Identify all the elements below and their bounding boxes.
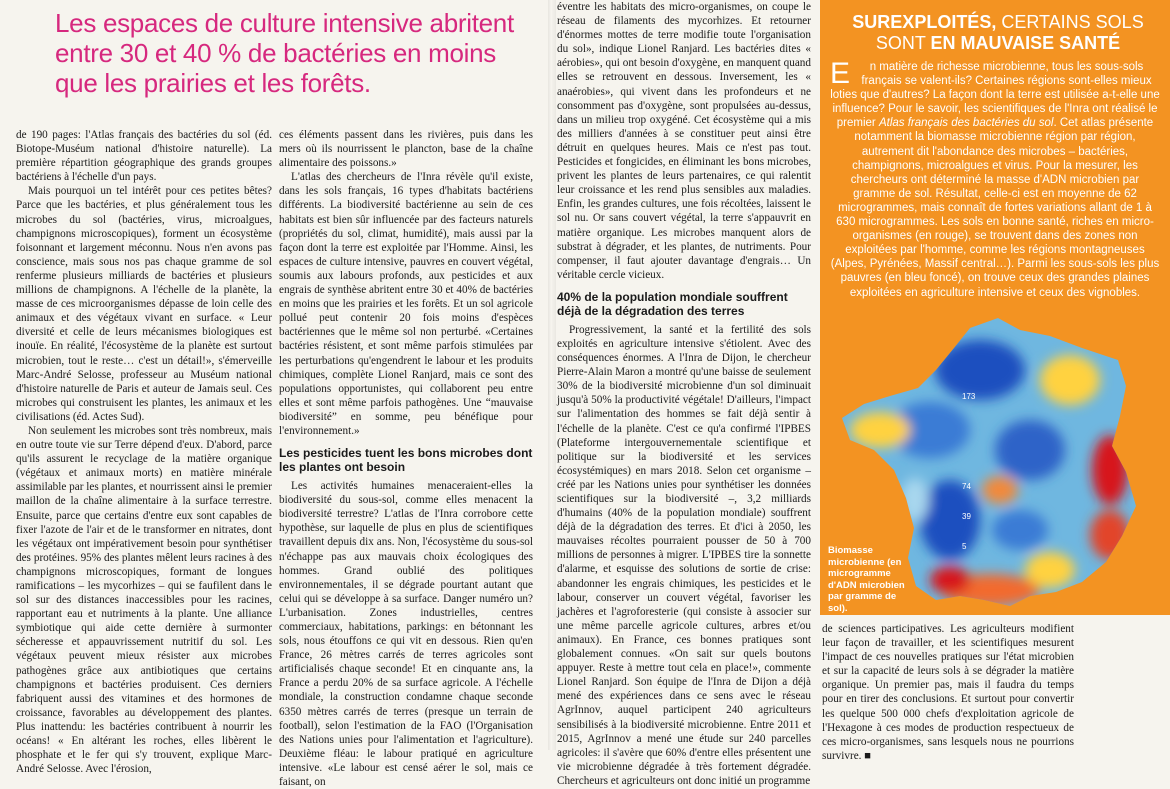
paragraph: L'atlas des chercheurs de l'Inra révèle qu'il existe, dans les sols français, 16 types d'habitats bactériens différents. La biodiversité bactérienne au sein de ces habitats est bien sûr influencée par des facteurs naturels (propriétés du sol, climat, humidité), mais aussi par la façon dont la terre est exploitée par l'Homme. Ainsi, les espaces de culture intensive, pauvres en couvert végétal, soumis aux labours profonds, aux pesticides et aux engrais de synthèse abritent entre 30 et 40% de bactéries en moins que les prairies et les forêts. Et un sol agricole pollué peut contenir 20 fois moins d'espèces bactériennes que le même sol non perturbé. «Certaines bactéries résistent, et sont même parfois stimulées par les perturbations qu'engendrent le labour et les produits chimiques, complète Lionel Ranjard, mais ce sont des populations opportunistes, qui collaborent peu entre elles et sont même parfois pathogènes. Une “mauvaise biodiversité” en somme, peu bénéfique pour l'environnement.»	[279, 171, 533, 437]
paragraph: éventre les habitats des micro-organismes, on coupe le réseau de filaments des mycorhizes. Et retourner d'énormes mottes de terre modifie toute l'organisation du sol», indique Lionel Ranjard. Les bactéries dites « aérobies», qui ont besoin d'oxygène, en manquent quand elles se retrouvent en dessous. Inversement, les « anaérobies», qui vivent dans les profondeurs et ne consomment pas d'oxygène, sont propulsées au-dessus, dans un milieu trop oxygéné. Cet écosystème qui a mis des milliers d'années à se constituer peut ainsi être détruit en quelques heures. Mais ce n'est pas tout. Pesticides et fongicides, en éliminant les bons microbes, privent les plantes de leurs partenaires, ce qui ralentit leur croissance et les rend plus sensibles aux maladies. Enfin, les grandes cultures, une fois récoltées, laissent le sol nu. Or sans couvert végétal, la terre s'appauvrit en matière organique. Les microbes manquent alors de substrat à dégrader, et les plantes, de nutriments. Pour compenser, il faut ajouter davantage d'engrais… Un véritable cercle vicieux.	[557, 1, 811, 281]
article-column-2	[279, 128, 533, 789]
section-heading: Les pesticides tuent les bons microbes dont les plantes ont besoin	[279, 446, 533, 475]
legend-tick: 39	[962, 512, 971, 521]
sidebar-text	[830, 57, 1160, 300]
sidebar-title-part: EN MAUVAISE SANTÉ	[930, 33, 1121, 53]
legend-tick: 173	[962, 392, 976, 401]
article-column-3	[557, 0, 811, 787]
article-column-4	[822, 622, 1074, 762]
paragraph: ces éléments passent dans les rivières, puis dans les mers où ils nourrissent le plancton, base de la chaîne alimentaire des poissons.»	[279, 129, 533, 170]
sidebar-title-part: SUREXPLOITÉS,	[852, 12, 997, 32]
sidebar-text-part: n matière de richesse microbienne, tous les sous-sols français se valent-ils? Certaines régions sont-elles mieux loties que d'autres? La façon dont la terre est utilisée a-t-elle une influence? Pour le savoir, les scientifiques de l'Inra ont réalisé le premier	[830, 61, 1160, 130]
legend-tick: 5	[962, 542, 967, 551]
sidebar-title-part: SONT	[875, 33, 931, 53]
paragraph: Les activités humaines menaceraient-elles la biodiversité du sous-sol, comme elles menacent la biodiversité terrestre? L'atlas de l'Inra corrobore cette hypothèse, sur laquelle de plus en plus de scientifiques travaillent depuis dix ans. Non, l'écosystème du sous-sol n'échappe pas aux mauvais choix écologiques des hommes. Grand oublié des politiques environnementales, il se dégrade pourtant autant que celui qui se développe à sa surface. Danger numéro un? L'urbanisation. Zones industrielles, centres commerciaux, habitations, parkings: en bétonnant les sols, nous étouffons ce qui vit en dessous. Rien qu'en France, 26 mètres carrés de terres agricoles sont artificialisés chaque seconde! Et en cinquante ans, la France a perdu 20% de sa surface agricole. A l'échelle mondiale, la construction condamne chaque seconde 6350 mètres carrés de terres (presque un terrain de football), selon l'estimation de la FAO (l'Organisation des Nations unies pour l'alimentation et l'agriculture). Deuxième fléau: le labour pratiqué en agriculture intensive. «Le labour est censé aérer le sol, mais ce faisant, on	[279, 480, 533, 789]
sidebar-text-title: Atlas français des bactéries du sol	[878, 117, 1054, 130]
section-heading: 40% de la population mondiale souffrent déjà de la dégradation des terres	[557, 289, 788, 318]
paragraph: Non seulement les microbes sont très nombreux, mais en outre toute vie sur Terre dépend d'eux. D'abord, parce qu'ils assurent le recyclage de la matière organique (végétaux et animaux morts) en matière minérale assimilable par les plantes, et nourrissent ainsi le premier maillon de la chaîne alimentaire à la surface terrestre. Ensuite, parce que certains d'entre eux sont capables de fixer l'azote de l'air et de le transformer en nitrates, dont les végétaux ont impérativement besoin pour synthétiser des protéines. 95% des plantes mêlent leurs racines à des champignons microscopiques, formant de longues ramifications – les mycorhizes – qui se faufilent dans le sol sur des distances inaccessibles pour les racines, rapportant eau et nutriments à la plante. Une alliance symbiotique qui aide cette dernière à surmonter sécheresse et appauvrissement nutritif du sol. Les végétaux peuvent mieux résister aux microbes pathogènes grâce aux antibiotiques que certains champignons et bactéries produisent. Ces derniers fabriquent aussi des vitamines et des hormones de croissance, favorables au développement des plantes. Plus inattendu: les bactéries contribuent à nourrir les océans! « En altérant les roches, elles libèrent le phosphate et le fer qui s'y trouvent, explique Marc-André Selosse. Avec l'érosion,	[16, 424, 272, 776]
map-legend-caption: Biomasse microbienne (en microgramme d'ADN microbien par gramme de sol).	[828, 545, 905, 614]
sidebar-text-part: . Cet atlas présente notamment la biomasse microbienne région par région, autrement dit l'abondance des microbes – bactéries, champignons, microalgues et virus. Pour la mesurer, les chercheurs ont déterminé la masse d'ADN microbien par gramme de sol. Résultat, celle-ci est en moyenne de 62 microgrammes, mais connaît de fortes variations allant de 1 à 630 microgrammes. Les sols en bonne santé, riches en micro-organismes (en rouge), se trouvent dans des zones non exploitées par l'homme, comme les régions montagneuses (Alpes, Pyrénées, Massif central…). Parmi les sous-sols les plus pauvres (en bleu foncé), on trouve ceux des grandes plaines exploitées en agriculture intensive et ceux des vignobles.	[830, 117, 1160, 299]
paragraph: de 190 pages: l'Atlas français des bactéries du sol (éd. Biotope-Muséum national d'histoire naturelle). La première répartition géographique des grands groupes bactériens à l'échelle d'un pays.	[16, 129, 272, 184]
sidebar-title-part: CERTAINS SOLS	[996, 12, 1144, 32]
paragraph: Mais pourquoi un tel intérêt pour ces petites bêtes? Parce que les bactéries, et plus généralement tous les microbes du sol (bactéries, virus, microalgues, champignons microscopiques), forment un écosystème foisonnant et largement méconnu. Nous n'en avons pas conscience, mais sous nos pas chaque gramme de sol renferme plusieurs milliards de bactéries et plusieurs millions de champignons. A l'échelle de la planète, la masse de ces microorganismes dépasse de loin celle des animaux et des végétaux vivant en surface. « Leur diversité et celle de leurs mécanismes biologiques est inouïe. En réalité, l'écosystème de la planète est surtout microbien, tout le reste… c'est un détail!», s'émerveille Marc-André Selosse, professeur au Muséum national d'histoire naturelle de Paris et auteur de Jamais seul. Ces microbes qui construisent les plantes, les animaux et les civilisations (éd. Actes Sud).	[16, 185, 272, 423]
paragraph: de sciences participatives. Les agriculteurs modifient leur façon de travailler, et les scientifiques mesurent l'impact de ces nouvelles pratiques sur l'état microbien et sur la capacité de leurs sols à se dégrader la matière organique. Un premier pas, mais il faudra du temps pour en tirer des conclusions. Et surtout pour convertir les quelque 500 000 chefs d'exploitation agricole de l'Hexagone à ces modes de production respectueux de ces micro-organismes, sans lesquels nous ne pourrions survivre. ■	[822, 623, 1074, 762]
legend-tick: 74	[962, 482, 971, 491]
sidebar-title	[838, 12, 1158, 54]
drop-cap: E	[830, 57, 851, 90]
paragraph: Progressivement, la santé et la fertilité des sols exploités en agriculture intensive s'étiolent. Avec des conséquences énormes. A l'Inra de Dijon, le chercheur Pierre-Alain Maron a montré qu'une baisse de seulement 30% de la biodiversité microbienne d'un sol diminuait jusqu'à 50% la productivité végétale! D'ailleurs, l'impact sur l'alimentation des hommes se fait déjà sentir à l'échelle de la planète. C'est ce qu'a confirmé l'IPBES (Plateforme intergouvernementale scientifique et politique sur la biodiversité et les services écosystémiques) en mars 2018. Selon cet organisme – créé par les Nations unies pour synthétiser les données scientifiques sur la biodiversité –, 3,2 milliards d'humains (40% de la population mondiale) souffrent déjà de la dégradation des terres. Et d'ici à 2050, les mauvaises récoltes pourraient pousser de 50 à 700 millions de personnes à migrer. L'IPBES tire la sonnette d'alarme, et esquisse des solutions de sortie de crise: abandonner les engrais chimiques, les pesticides et le labour, conserver un couvert végétal, favoriser les jachères et l'agroforesterie (qui consiste à associer sur une même parcelle agricole cultures, arbres et/ou animaux). En France, ces bonnes pratiques sont globalement connues. «On sait sur quels boutons appuyer. Reste à mettre tout cela en place!», commente Lionel Ranjard. Son équipe de l'Inra de Dijon a déjà mené des expériences dans ce sens avec le réseau AgrInnov, auquel participent 240 agriculteurs sensibilisés à la biodiversité microbienne. Entre 2011 et 2015, AgrInnov a mené une étude sur 240 parcelles agricoles: il s'avère que 60% d'entre elles présentent une vie microbienne dégradée à très fortement dégradée. Chercheurs et agriculteurs ont donc initié un programme	[557, 323, 811, 787]
sidebar-box	[820, 0, 1170, 615]
headline: Les espaces de culture intensive abritent entre 30 et 40 % de bactéries en moins que les prairies et les forêts.	[55, 8, 514, 98]
page-fold	[548, 0, 556, 750]
article-column-1	[16, 128, 272, 776]
